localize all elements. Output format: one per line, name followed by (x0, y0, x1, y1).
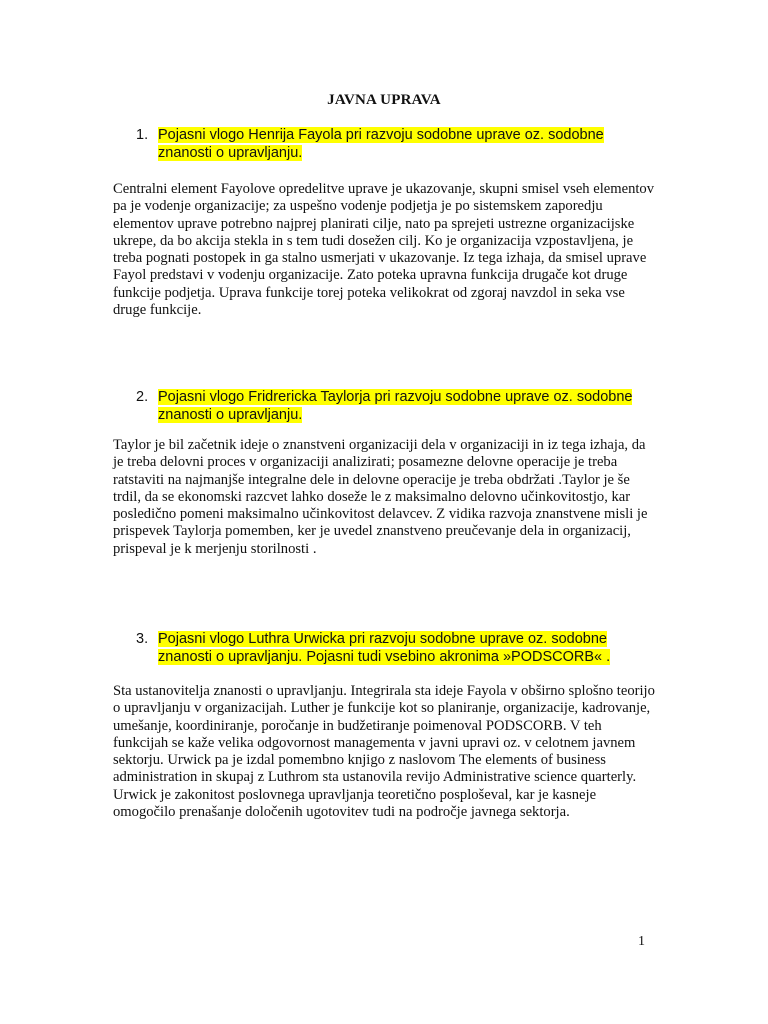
question-3 (136, 630, 656, 666)
document-title: JAVNA UPRAVA (327, 92, 441, 108)
page-number: 1 (638, 934, 645, 949)
question-number-1: 1. (136, 127, 149, 143)
question-text-3: Pojasni vlogo Luthra Urwicka pri razvoju sodobne uprave oz. sodobne znanosti o upravljanju. Pojasni tudi vsebino akronima »PODSCORB« . (158, 631, 611, 665)
question-1 (136, 126, 656, 162)
question-text-2: Pojasni vlogo Fridrericka Taylorja pri razvoju sodobne uprave oz. sodobne znanosti o upravljanju. (158, 389, 633, 423)
question-2 (136, 388, 656, 424)
question-number-3: 3. (136, 631, 149, 647)
answer-paragraph-1: Centralni element Fayolove opredelitve uprave je ukazovanje, skupni smisel vseh elementov pa je vodenje organizacije; za uspešno vodenje podjetja je po sistemskem zaporedju elementov uprave potrebno najprej planirati cilje, nato pa sprejeti ustrezne organizacijske ukrepe, da bo akcija stekla in s tem tudi dosežen cilj. Ko je organizacija vzpostavljena, je treba pognati postopek in ga stalno usmerjati v ukazovanje. Iz tega izhaja, da smisel uprave Fayol predstavi v vodenju organizacije. Zato poteka upravna funkcija drugače kot druge funkcije podjetja. Uprava funkcije torej poteka velikokrat od zgoraj navzdol in seka vse druge funkcije. (113, 181, 655, 319)
answer-paragraph-3: Sta ustanovitelja znanosti o upravljanju. Integrirala sta ideje Fayola v obširno splošno teorijo o upravljanju v organizacijah. Luther je funkcije kot so planiranje, organizacije, kadrovanje, umešanje, koordiniranje, poročanje in budžetiranje poimenoval PODSCORB. V teh funkcijah se kaže velika odgovornost managementa v javni upravi oz. v celotnem javnem sektorju. Urwick pa je izdal pomembno knjigo z naslovom The elements of business administration in skupaj z Luthrom sta ustanovila revijo Administrative science quarterly. Urwick je zakonitost poslovnega upravljanja teoretično posploševal, kar je kasneje omogočilo prenašanje določenih ugotovitev tudi na področje javnega sektorja. (113, 683, 655, 821)
answer-paragraph-2: Taylor je bil začetnik ideje o znanstveni organizaciji dela v organizaciji in iz tega izhaja, da je treba delovni proces v organizaciji analizirati; posamezne delovne operacije je treba ratstaviti na najmanjše integralne dele in delovne operacije je treba obdržati .Taylor je še trdil, da se ekonomski razcvet lahko doseže le z maksimalno delovno učinkovitostjo, kar posledično pomeni maksimalno učinkovitost delavcev. Z vidika razvoja znanstvene misli je prispevek Taylorja pomemben, ker je uvedel znanstveno preučevanje dela in organizacij, prispeval je k merjenju storilnosti . (113, 437, 648, 557)
question-text-1: Pojasni vlogo Henrija Fayola pri razvoju sodobne uprave oz. sodobne znanosti o upravljanju. (158, 127, 604, 161)
question-number-2: 2. (136, 389, 149, 405)
